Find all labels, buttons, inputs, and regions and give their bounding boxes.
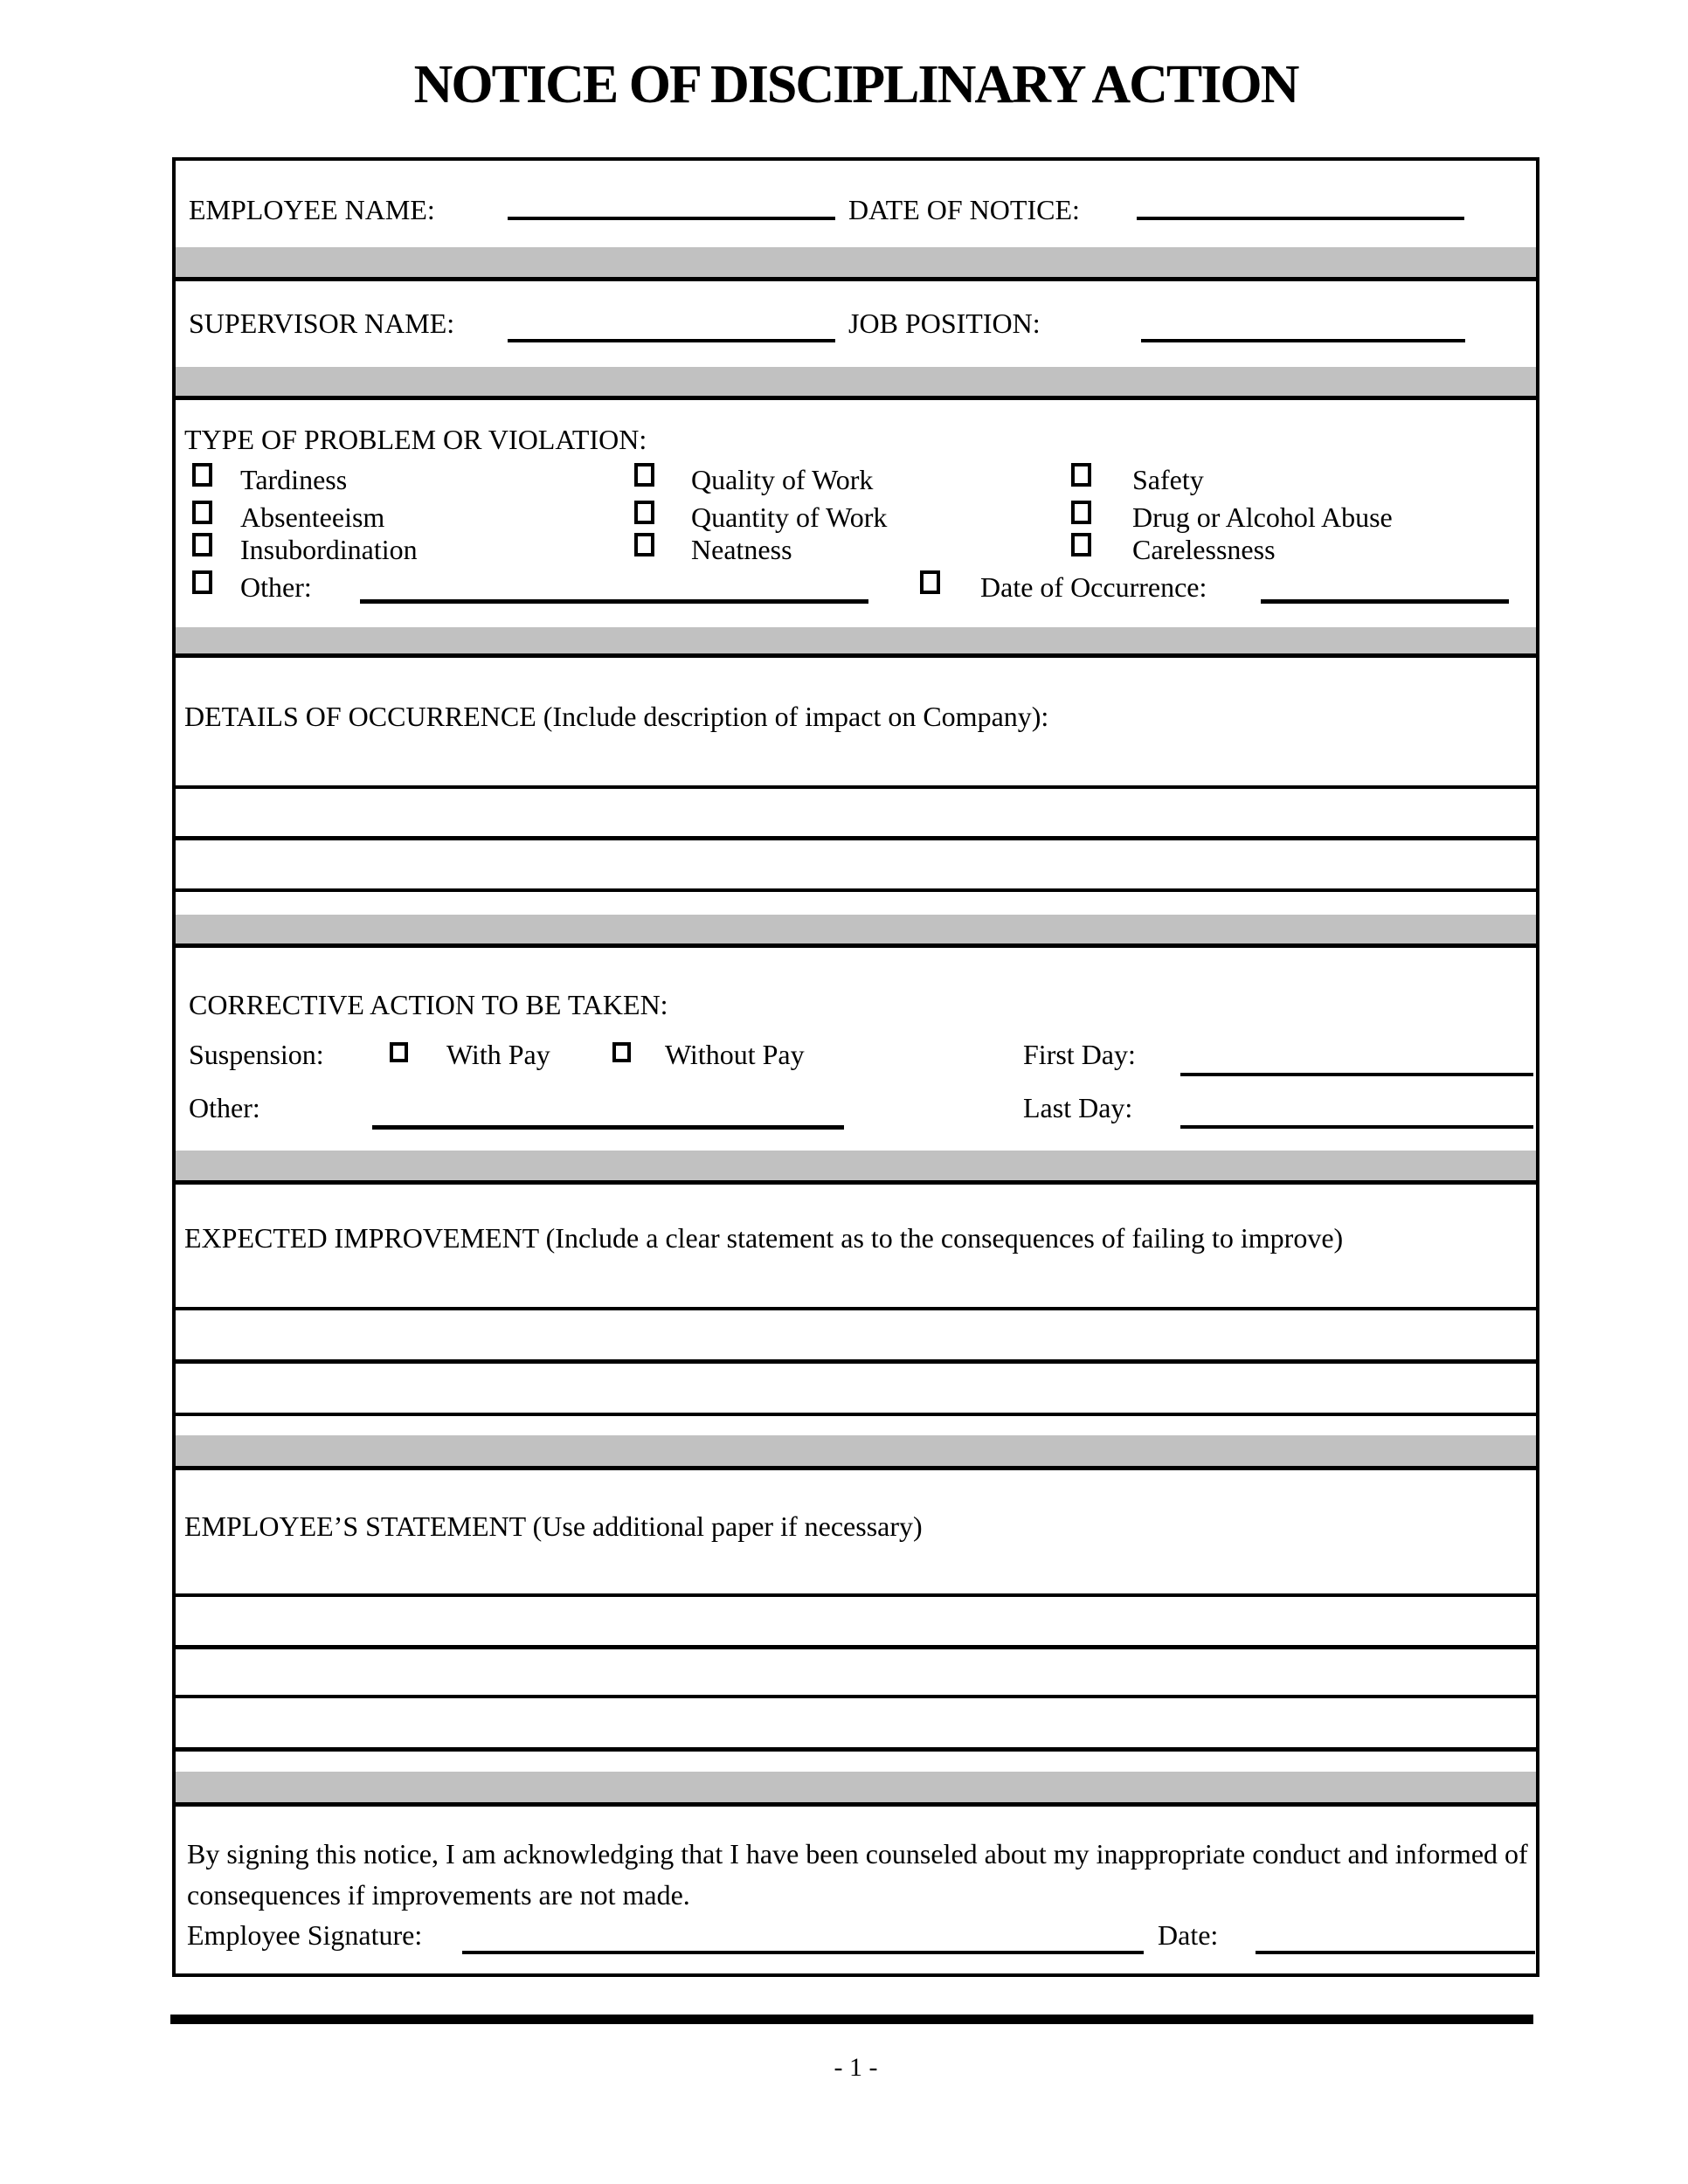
- drug-or-alcohol-abuse-checkbox[interactable]: [1071, 501, 1091, 524]
- disciplinary-action-form: [172, 157, 1539, 1977]
- expected-ruled-line-1: [176, 1307, 1536, 1310]
- other-action-line[interactable]: [372, 1125, 844, 1130]
- footer-rule: [170, 2015, 1533, 2024]
- without-pay-label: Without Pay: [665, 1039, 805, 1070]
- expected-improvement-header: EXPECTED IMPROVEMENT (Include a clear statement as to the consequences of failing to improve): [184, 1222, 1344, 1254]
- acknowledgment-text: By signing this notice, I am acknowledging that I have been counseled about my inappropriate conduct and informed of consequences if improvements are not made.: [187, 1838, 1528, 1911]
- violation-header: TYPE OF PROBLEM OR VIOLATION:: [184, 424, 647, 455]
- signature-date-label: Date:: [1158, 1919, 1219, 1951]
- without-pay-checkbox[interactable]: [612, 1042, 631, 1062]
- statement-ruled-line-2: [176, 1645, 1536, 1649]
- insubordination-label: Insubordination: [240, 534, 418, 565]
- section-separator: [176, 1772, 1536, 1807]
- job-position-line[interactable]: [1141, 339, 1465, 342]
- statement-ruled-line-3: [176, 1695, 1536, 1698]
- date-of-occurrence-label: Date of Occurrence:: [980, 571, 1207, 603]
- section-separator: [176, 367, 1536, 400]
- employee-signature-label: Employee Signature:: [187, 1919, 423, 1951]
- other-violation-line[interactable]: [360, 599, 868, 604]
- section-separator: [176, 627, 1536, 658]
- details-header: DETAILS OF OCCURRENCE (Include description of impact on Company):: [184, 701, 1049, 732]
- absenteeism-checkbox[interactable]: [192, 501, 212, 524]
- employee-name-line[interactable]: [508, 217, 835, 220]
- neatness-label: Neatness: [691, 534, 792, 565]
- signature-date-line[interactable]: [1256, 1951, 1535, 1954]
- quality-of-work-label: Quality of Work: [691, 464, 874, 495]
- supervisor-name-line[interactable]: [508, 339, 835, 342]
- section-separator: [176, 1435, 1536, 1470]
- corrective-header: CORRECTIVE ACTION TO BE TAKEN:: [189, 989, 668, 1020]
- last-day-label: Last Day:: [1023, 1092, 1133, 1123]
- other-action-label: Other:: [189, 1092, 260, 1123]
- date-of-notice-label: DATE OF NOTICE:: [848, 194, 1080, 225]
- details-ruled-line-1: [176, 785, 1536, 789]
- expected-ruled-line-2: [176, 1359, 1536, 1364]
- supervisor-name-label: SUPERVISOR NAME:: [189, 308, 455, 339]
- section-separator: [176, 1151, 1536, 1185]
- carelessness-label: Carelessness: [1132, 534, 1276, 565]
- date-of-occurrence-checkbox[interactable]: [920, 570, 940, 594]
- absenteeism-label: Absenteeism: [240, 501, 385, 533]
- neatness-checkbox[interactable]: [634, 533, 654, 556]
- quality-of-work-checkbox[interactable]: [634, 463, 654, 487]
- date-of-occurrence-line[interactable]: [1261, 599, 1509, 604]
- employee-signature-line[interactable]: [462, 1951, 1144, 1954]
- insubordination-checkbox[interactable]: [192, 533, 212, 556]
- statement-ruled-line-1: [176, 1593, 1536, 1597]
- section-separator: [176, 915, 1536, 948]
- drug-or-alcohol-abuse-label: Drug or Alcohol Abuse: [1132, 501, 1393, 533]
- with-pay-label: With Pay: [446, 1039, 550, 1070]
- date-of-notice-line[interactable]: [1137, 217, 1464, 220]
- details-ruled-line-3: [176, 888, 1536, 892]
- statement-ruled-line-4: [176, 1747, 1536, 1752]
- other-violation-label: Other:: [240, 571, 312, 603]
- with-pay-checkbox[interactable]: [390, 1042, 408, 1062]
- tardiness-checkbox[interactable]: [192, 463, 212, 487]
- carelessness-checkbox[interactable]: [1071, 533, 1091, 556]
- expected-ruled-line-3: [176, 1413, 1536, 1416]
- tardiness-label: Tardiness: [240, 464, 348, 495]
- first-day-line[interactable]: [1180, 1073, 1533, 1076]
- suspension-label: Suspension:: [189, 1039, 324, 1070]
- job-position-label: JOB POSITION:: [848, 308, 1041, 339]
- details-ruled-line-2: [176, 836, 1536, 840]
- page-title: NOTICE OF DISCIPLINARY ACTION: [413, 55, 1298, 114]
- employee-name-label: EMPLOYEE NAME:: [189, 194, 435, 225]
- safety-label: Safety: [1132, 464, 1204, 495]
- other-violation-checkbox[interactable]: [192, 570, 212, 594]
- employee-statement-header: EMPLOYEE’S STATEMENT (Use additional paper if necessary): [184, 1510, 923, 1542]
- section-separator: [176, 247, 1536, 281]
- last-day-line[interactable]: [1180, 1125, 1533, 1129]
- quantity-of-work-checkbox[interactable]: [634, 501, 654, 524]
- page-number: - 1 -: [834, 2053, 878, 2082]
- quantity-of-work-label: Quantity of Work: [691, 501, 888, 533]
- safety-checkbox[interactable]: [1071, 463, 1091, 487]
- first-day-label: First Day:: [1023, 1039, 1136, 1070]
